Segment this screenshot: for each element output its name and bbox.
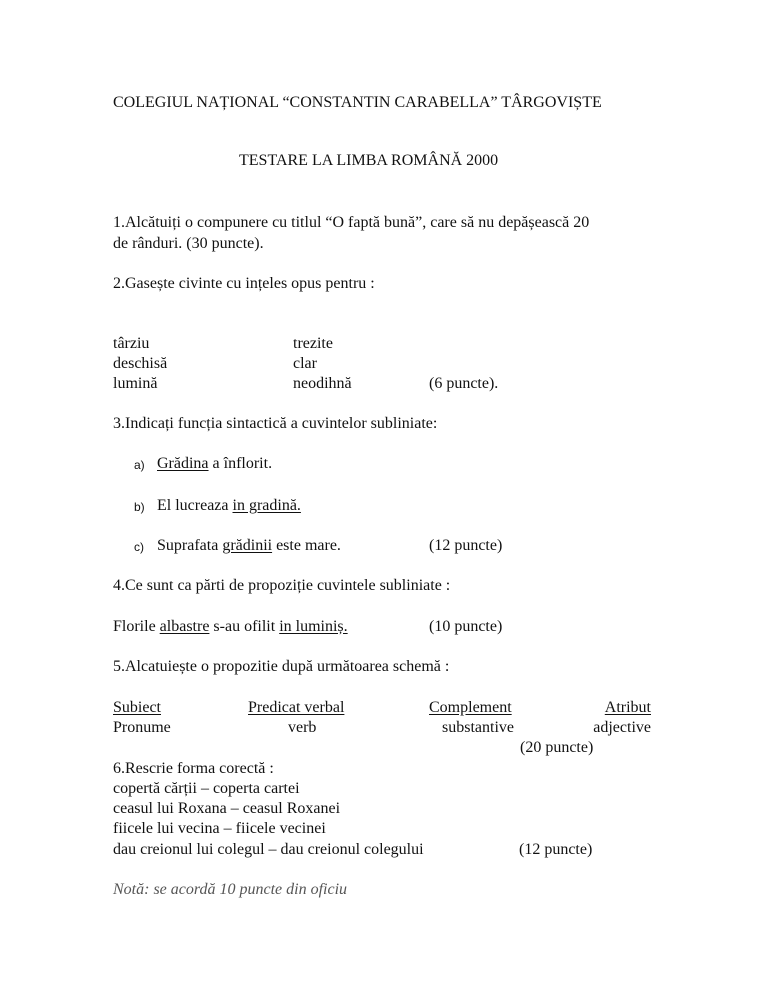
- q5-value-predicate: verb: [288, 719, 317, 736]
- q5-value-subject: Pronume: [113, 719, 171, 736]
- q2-word-a1: târziu: [113, 335, 150, 352]
- q2-word-b2: clar: [293, 355, 317, 372]
- q3-marker-b: b): [134, 500, 145, 514]
- q1-line-2: de rânduri. (30 puncte).: [113, 235, 264, 252]
- q3-b-underlined: in gradină.: [232, 497, 301, 514]
- q3-b-pre: El lucreaza: [157, 497, 233, 514]
- q1-line-1: 1.Alcătuiți o compunere cu titlul “O faptă bună”, care să nu depășească 20: [113, 214, 590, 231]
- q2-word-b3: neodihnă: [293, 375, 352, 392]
- q2-prompt: 2.Gasește civinte cu ințeles opus pentru :: [113, 275, 375, 292]
- q4-underlined-1: albastre: [159, 618, 210, 635]
- q5-value-attribute: adjective: [593, 719, 651, 736]
- q4-sentence: [113, 617, 348, 637]
- q3-prompt: 3.Indicați funcția sintactică a cuvintelor subliniate:: [113, 415, 438, 432]
- q4-prompt: 4.Ce sunt ca părti de propoziție cuvintele subliniate :: [113, 577, 451, 594]
- q6-line-2: ceasul lui Roxana – ceasul Roxanei: [113, 800, 341, 817]
- q5-header-predicate: Predicat verbal: [248, 699, 345, 716]
- q3-points: (12 puncte): [429, 537, 503, 554]
- q2-word-a2: deschisă: [113, 355, 168, 372]
- q5-header-complement: Complement: [429, 699, 512, 716]
- q3-item-a: [157, 454, 272, 474]
- q3-marker-a: a): [134, 458, 145, 472]
- q5-header-attribute: Atribut: [604, 699, 651, 716]
- q3-a-underlined: Grădina: [157, 455, 209, 472]
- q2-points: (6 puncte).: [429, 375, 499, 392]
- q2-word-b1: trezite: [293, 335, 333, 352]
- q6-line-1: copertă cărții – coperta cartei: [113, 780, 300, 797]
- q4-mid: s-au ofilit: [209, 618, 280, 635]
- q4-pre: Florile: [113, 618, 160, 635]
- q6-prompt: 6.Rescrie forma corectă :: [113, 760, 274, 777]
- school-name: COLEGIUL NAȚIONAL “CONSTANTIN CARABELLA” TÂRGOVIȘTE: [113, 94, 602, 111]
- q6-line-3: fiicele lui vecina – fiicele vecinei: [113, 820, 326, 837]
- official-points-note: Notă: se acordă 10 puncte din oficiu: [113, 881, 348, 898]
- q5-header-subject: Subiect: [113, 699, 161, 716]
- q3-c-post: este mare.: [272, 537, 341, 554]
- q3-item-c: [157, 536, 341, 556]
- q5-points: (20 puncte): [520, 739, 594, 756]
- q5-value-complement: substantive: [442, 719, 514, 736]
- q3-c-pre: Suprafata: [157, 537, 223, 554]
- q4-points: (10 puncte): [429, 618, 503, 635]
- test-title: TESTARE LA LIMBA ROMÂNĂ 2000: [239, 152, 499, 169]
- q3-item-b: [157, 496, 301, 516]
- q5-prompt: 5.Alcatuiește o propozitie după următoarea schemă :: [113, 658, 450, 675]
- q2-word-a3: lumină: [113, 375, 158, 392]
- q3-a-rest: a înflorit.: [208, 455, 273, 472]
- q4-underlined-2: in luminiș.: [279, 618, 348, 635]
- q3-c-underlined: grădinii: [222, 537, 273, 554]
- q3-marker-c: c): [134, 540, 144, 554]
- q6-line-4: dau creionul lui colegul – dau creionul colegului: [113, 841, 424, 858]
- q6-points: (12 puncte): [519, 841, 593, 858]
